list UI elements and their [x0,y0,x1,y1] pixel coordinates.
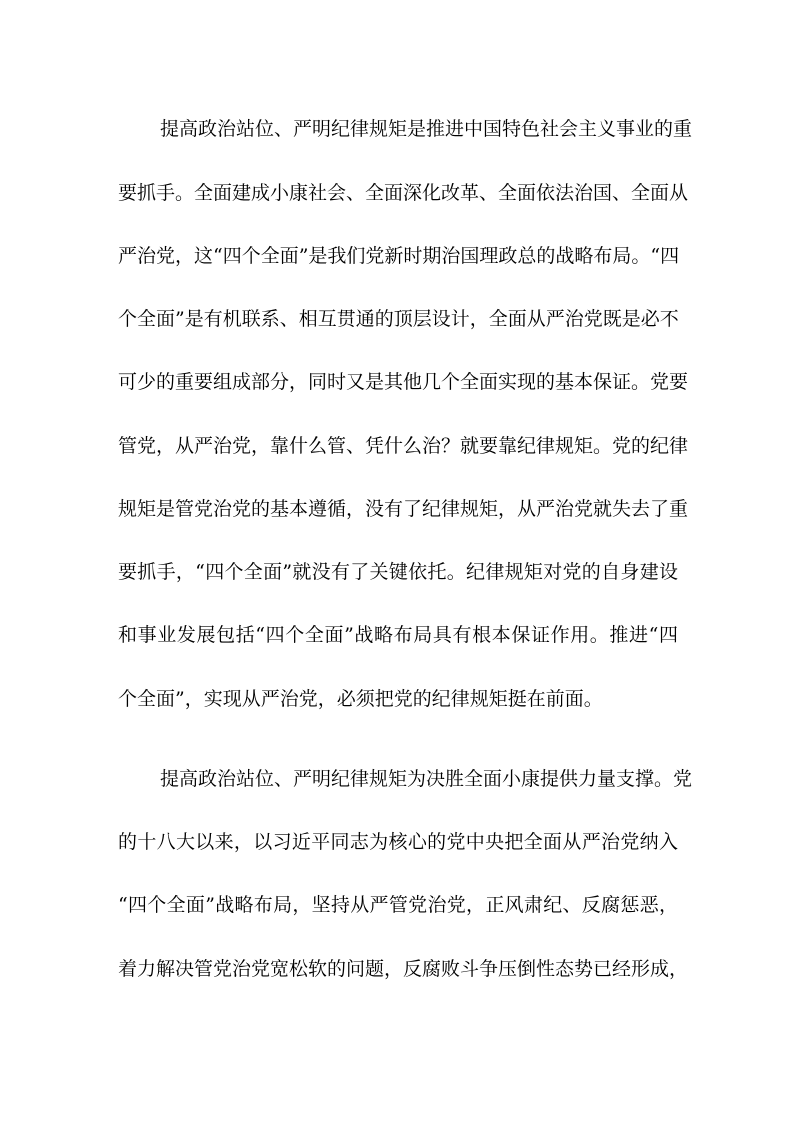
paragraph-1-line-10: 个全面”，实现从严治党，必须把党的纪律规矩挺在前面。 [118,688,603,710]
paragraph-1-line-5: 可少的重要组成部分，同时又是其他几个全面实现的基本保证。党要 [118,371,689,393]
paragraph-2-line-3: “四个全面”战略布局，坚持从严管党治党，正风肃纪、反腐惩恶， [118,894,678,916]
paragraph-1-line-4: 个全面”是有机联系、相互贯通的顶层设计，全面从严治党既是必不 [118,308,679,330]
paragraph-1-line-3: 严治党，这“四个全面”是我们党新时期治国理政总的战略布局。“四 [118,245,680,267]
paragraph-2-line-2: 的十八大以来，以习近平同志为核心的党中央把全面从严治党纳入 [118,831,678,853]
paragraph-1-line-2: 要抓手。全面建成小康社会、全面深化改革、全面依法治国、全面从 [118,182,689,204]
paragraph-1-line-6: 管党，从严治党，靠什么管、凭什么治？就要靠纪律规矩。党的纪律 [118,435,689,457]
paragraph-2-line-1: 提高政治站位、严明纪律规矩为决胜全面小康提供力量支撑。党 [160,768,693,790]
paragraph-2-line-4: 着力解决管党治党宽松软的问题，反腐败斗争压倒性态势已经形成， [118,958,689,980]
paragraph-1-line-9: 和事业发展包括“四个全面”战略布局具有根本保证作用。推进“四 [118,624,678,646]
paragraph-1-line-8: 要抓手，“四个全面”就没有了关键依托。纪律规矩对党的自身建设 [118,561,678,583]
paragraph-1-line-7: 规矩是管党治党的基本遵循，没有了纪律规矩，从严治党就失去了重 [118,498,689,520]
paragraph-1-line-1: 提高政治站位、严明纪律规矩是推进中国特色社会主义事业的重 [160,118,693,140]
